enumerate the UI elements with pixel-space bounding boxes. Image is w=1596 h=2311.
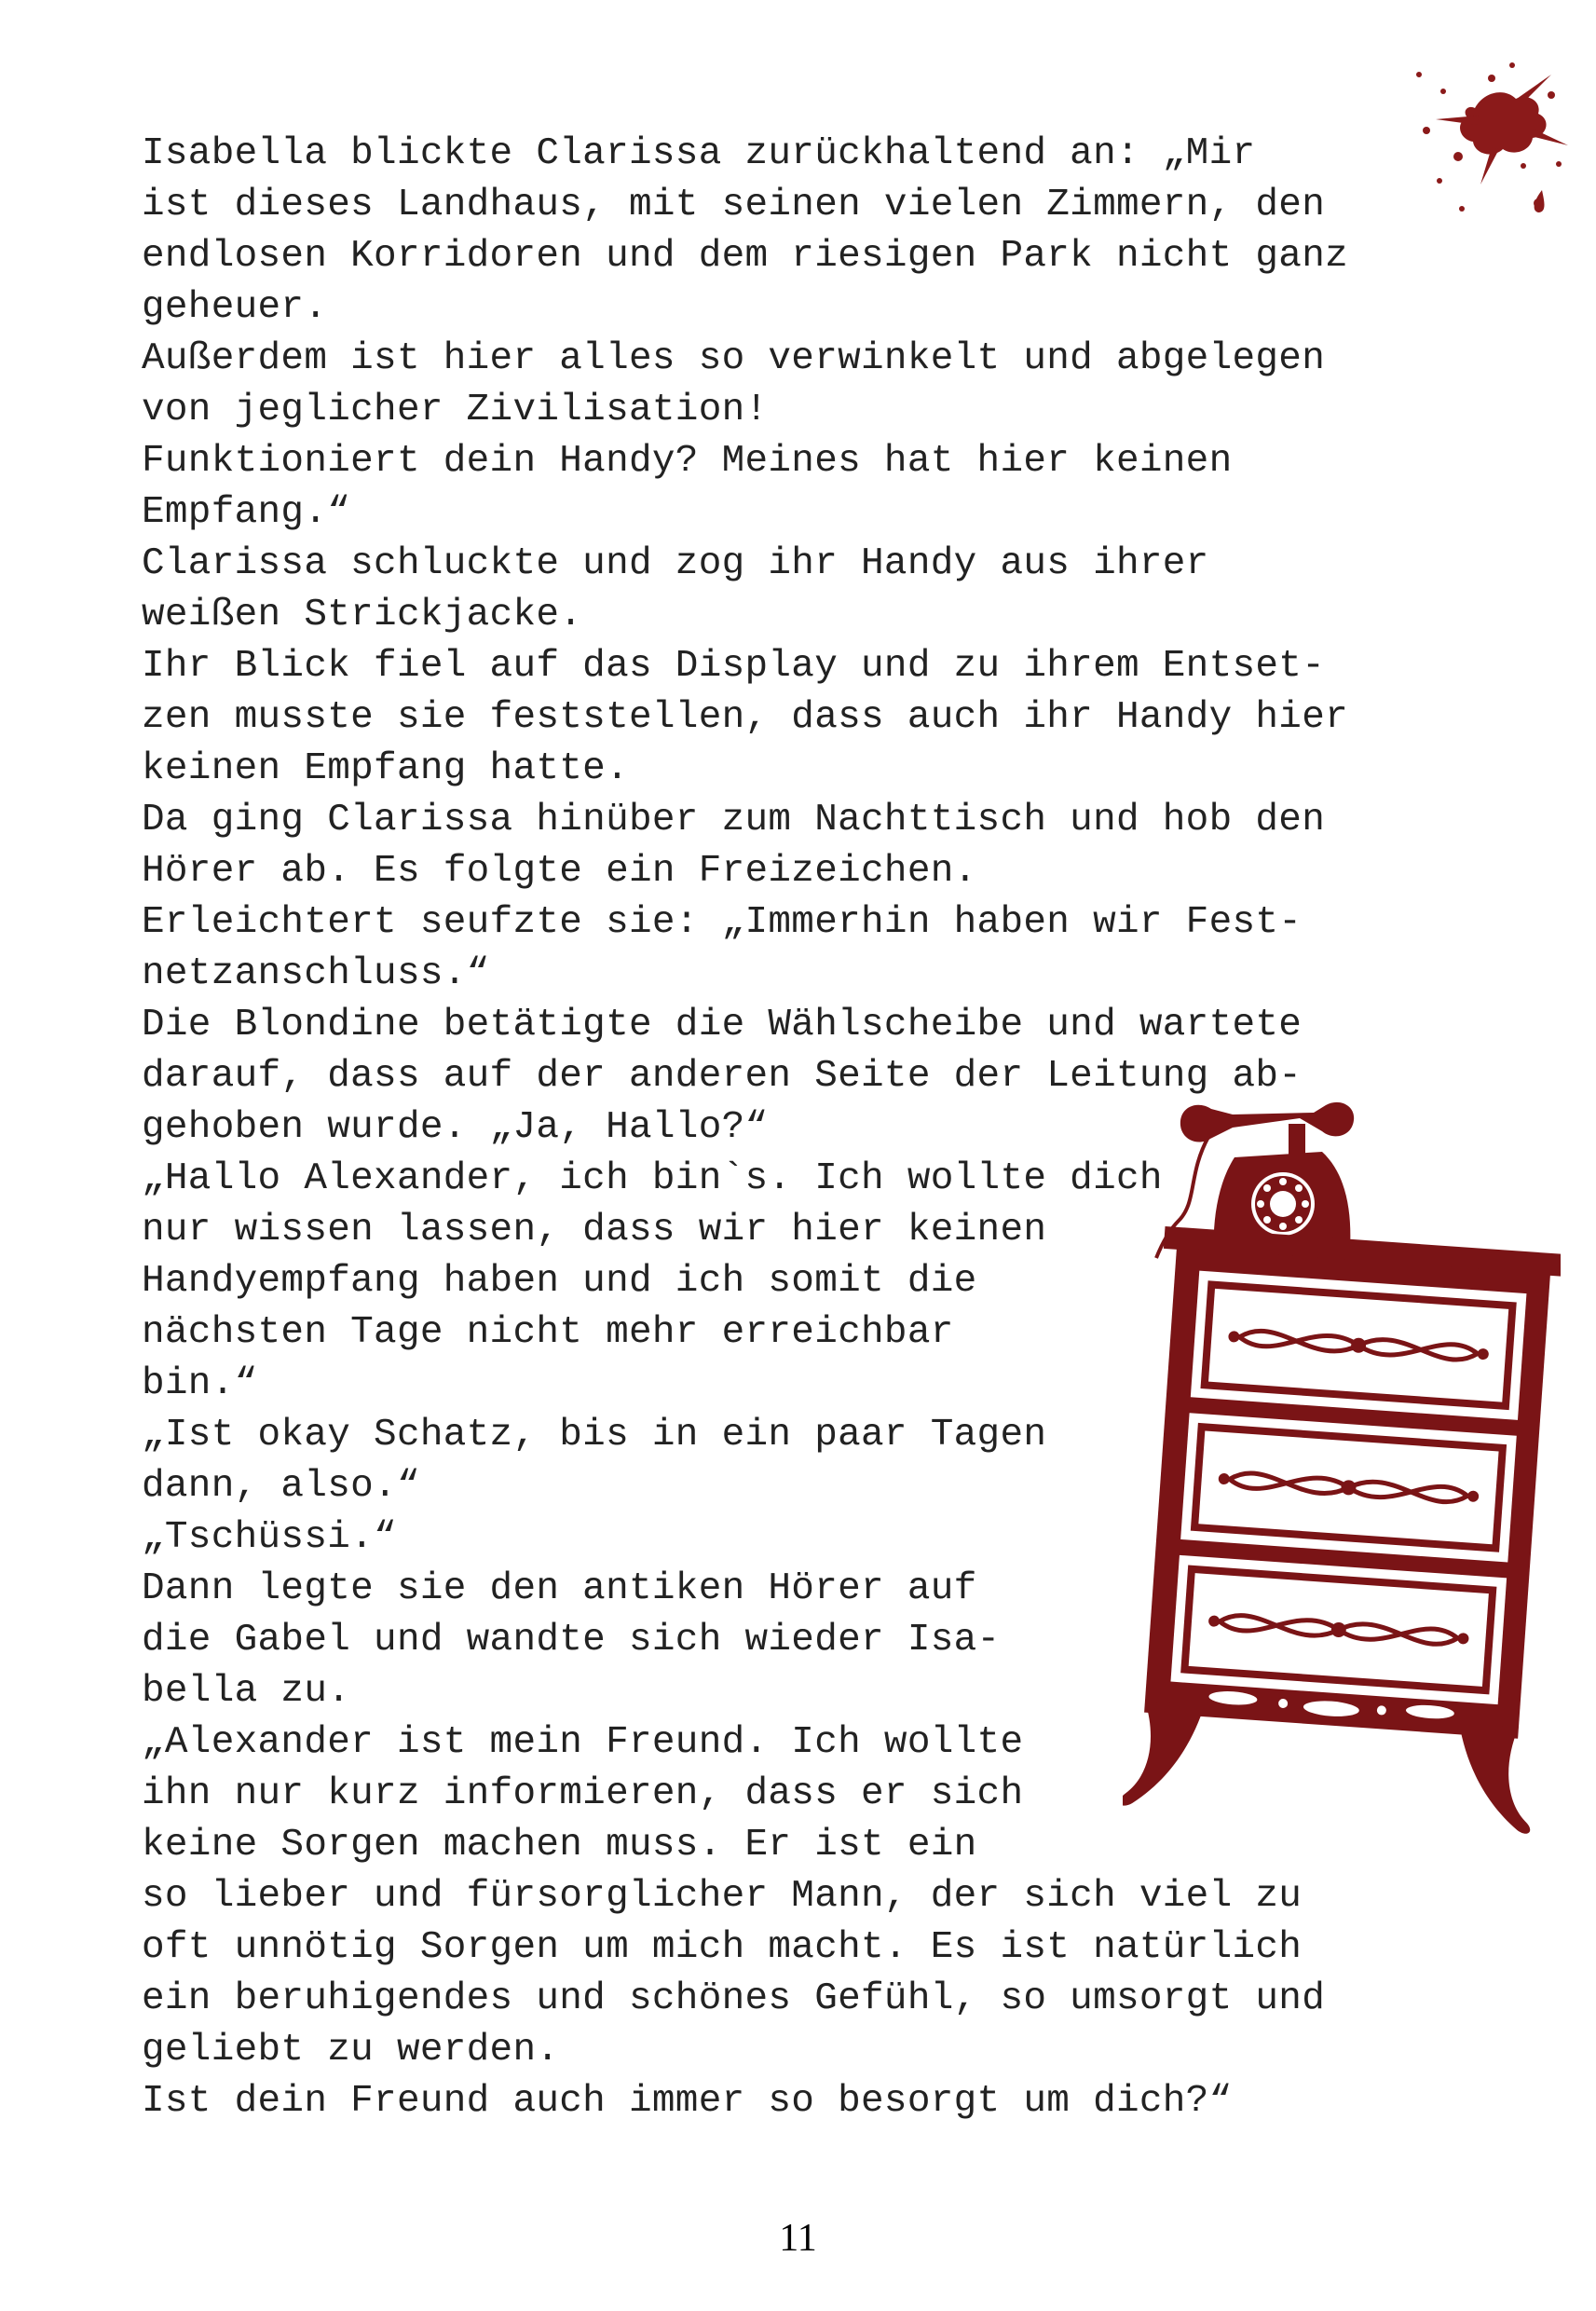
text-line: von jeglicher Zivilisation! xyxy=(142,389,769,431)
text-line: keine Sorgen machen muss. Er ist ein xyxy=(142,1824,977,1867)
text-line: dann, also.“ xyxy=(142,1465,420,1508)
text-line: bella zu. xyxy=(142,1670,351,1713)
text-line: „Ist okay Schatz, bis in ein paar Tagen xyxy=(142,1414,1047,1456)
text-line: netzanschluss.“ xyxy=(142,952,490,995)
text-line: Ist dein Freund auch immer so besorgt um dich?“ xyxy=(142,2080,1233,2123)
text-line: Außerdem ist hier alles so verwinkelt und abgelegen xyxy=(142,337,1326,380)
text-line: keinen Empfang hatte. xyxy=(142,747,629,790)
text-line: Hörer ab. Es folgte ein Freizeichen. xyxy=(142,850,977,893)
text-line: „Alexander ist mein Freund. Ich wollte xyxy=(142,1721,1024,1764)
blood-splatter-icon xyxy=(1402,26,1579,231)
text-line: geliebt zu werden. xyxy=(142,2029,560,2072)
text-line: so lieber und fürsorglicher Mann, der sich viel zu xyxy=(142,1875,1303,1918)
text-line: nur wissen lassen, dass wir hier keinen xyxy=(142,1209,1047,1251)
text-line: Clarissa schluckte und zog ihr Handy aus ihrer xyxy=(142,542,1209,585)
text-line: weißen Strickjacke. xyxy=(142,594,583,636)
text-line: nächsten Tage nicht mehr erreichbar xyxy=(142,1311,954,1354)
text-line: Handyempfang haben und ich somit die xyxy=(142,1260,977,1303)
text-line: endlosen Korridoren und dem riesigen Park nicht ganz xyxy=(142,235,1349,278)
text-line: zen musste sie feststellen, dass auch ihr Handy hier xyxy=(142,696,1349,739)
text-line: ein beruhigendes und schönes Gefühl, so umsorgt und xyxy=(142,1977,1326,2020)
text-line: Erleichtert seufzte sie: „Immerhin haben wir Fest- xyxy=(142,901,1303,944)
text-line: Dann legte sie den antiken Hörer auf xyxy=(142,1567,977,1610)
text-line: ist dieses Landhaus, mit seinen vielen Zimmern, den xyxy=(142,184,1326,226)
text-line: Die Blondine betätigte die Wählscheibe und wartete xyxy=(142,1004,1303,1046)
text-line: oft unnötig Sorgen um mich macht. Es ist natürlich xyxy=(142,1926,1303,1969)
text-line: ihn nur kurz informieren, dass er sich xyxy=(142,1772,1024,1815)
text-line: bin.“ xyxy=(142,1362,258,1405)
text-line: geheuer. xyxy=(142,286,328,329)
text-line: Ihr Blick fiel auf das Display und zu ihrem Entset- xyxy=(142,645,1326,688)
text-line: Empfang.“ xyxy=(142,491,351,534)
text-line: Isabella blickte Clarissa zurückhaltend an: „Mir xyxy=(142,132,1256,175)
text-line: Funktioniert dein Handy? Meines hat hier keinen xyxy=(142,440,1233,483)
page-number: 11 xyxy=(779,2217,817,2260)
text-line: Da ging Clarissa hinüber zum Nachttisch und hob den xyxy=(142,799,1326,841)
text-line: „Tschüssi.“ xyxy=(142,1516,397,1559)
text-line: darauf, dass auf der anderen Seite der Leitung ab- xyxy=(142,1055,1303,1098)
text-line: gehoben wurde. „Ja, Hallo?“ xyxy=(142,1106,769,1149)
text-line: „Hallo Alexander, ich bin`s. Ich wollte dich xyxy=(142,1157,1163,1200)
text-line: die Gabel und wandte sich wieder Isa- xyxy=(142,1619,1001,1661)
nightstand-with-telephone-icon xyxy=(1123,1100,1561,1864)
